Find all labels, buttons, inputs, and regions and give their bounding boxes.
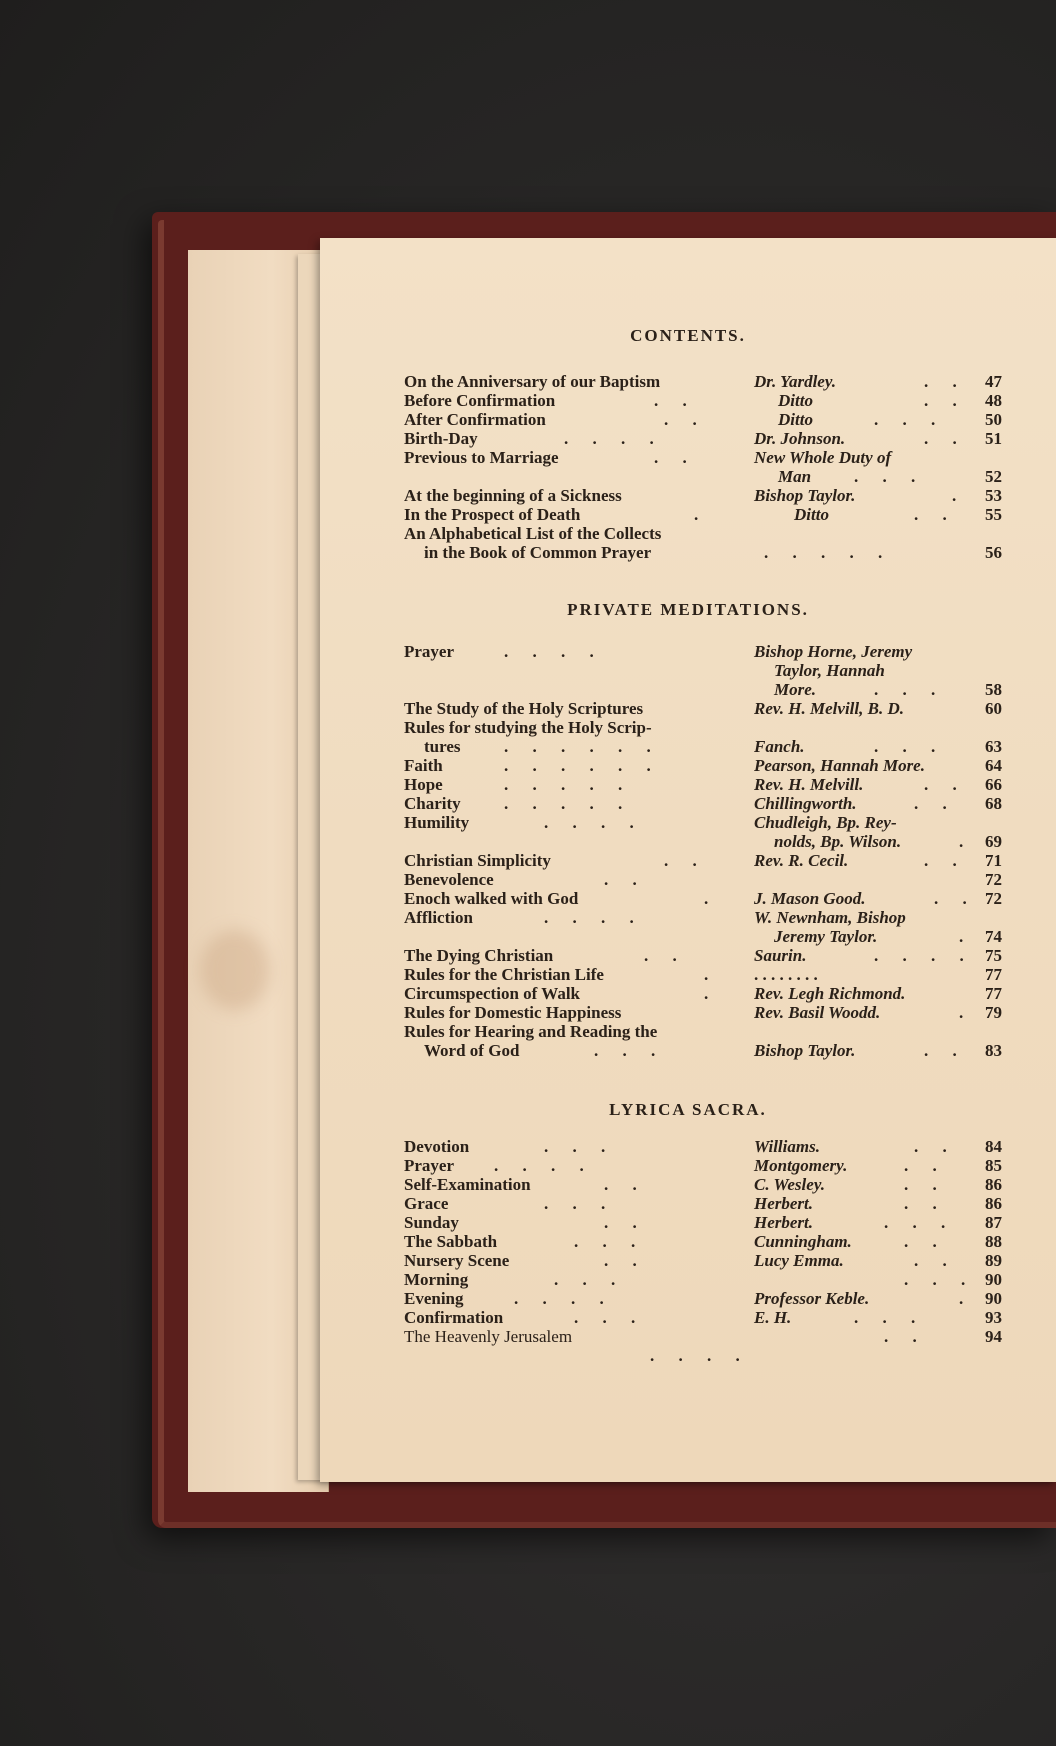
lyrica-row: Nursery Scene . . Lucy Emma. . . 89 [404,1251,1002,1270]
meditations-row: Enoch walked with God . J. Mason Good. . . 72 [404,889,1002,908]
contents-row: After Confirmation . . Ditto . . . 50 [404,410,1002,429]
contents-row: An Alphabetical List of the Collects [404,524,662,543]
meditations-row: Jeremy Taylor. . 74 [774,927,1002,946]
meditations-row: Rules for Hearing and Reading the [404,1022,658,1041]
meditations-row: Circumspection of Walk . Rev. Legh Richmond. 77 [404,984,1002,1003]
lyrica-row: The Heavenly Jerusalem . . 94 [404,1327,1002,1346]
meditations-heading: PRIVATE MEDITATIONS. [567,600,809,619]
meditations-row: Humility . . . . Chudleigh, Bp. Rey- [404,813,897,832]
meditations-row: Rules for studying the Holy Scrip- [404,718,652,737]
lyrica-row: Confirmation . . . E. H. . . . 93 [404,1308,1002,1327]
meditations-row: The Study of the Holy Scriptures Rev. H. Melvill, B. D. 60 [404,699,1002,718]
contents-row: Birth-Day . . . . Dr. Johnson. . . 51 [404,429,1002,448]
lyrica-row: Prayer . . . . Montgomery. . . 85 [404,1156,1002,1175]
lyrica-row: Self-Examination . . C. Wesley. . . 86 [404,1175,1002,1194]
contents-row: At the beginning of a Sickness Bishop Taylor. . 53 [404,486,1002,505]
contents-heading: CONTENTS. [630,326,746,345]
lyrica-row: Sunday . . Herbert. . . . 87 [404,1213,1002,1232]
contents-row: Previous to Marriage . . New Whole Duty of [404,448,892,467]
contents-row: In the Prospect of Death . Ditto . . 55 [404,505,1002,524]
contents-row: Man . . . 52 [778,467,1002,486]
meditations-row: tures . . . . . . Fanch. . . . 63 [424,737,1002,756]
contents-row: Before Confirmation . . Ditto . . 48 [404,391,1002,410]
meditations-row: Charity . . . . . Chillingworth. . . 68 [404,794,1002,813]
lyrica-row: Morning . . . . . . 90 [404,1270,1002,1289]
trailing-dots: . . . . [650,1346,750,1365]
lyrica-heading: LYRICA SACRA. [609,1100,767,1119]
lyrica-row: The Sabbath . . . Cunningham. . . 88 [404,1232,1002,1251]
lyrica-row: Evening . . . . Professor Keble. . 90 [404,1289,1002,1308]
meditations-row: Rules for the Christian Life . . . . . . . . . 77 [404,965,1002,984]
meditations-row: Faith . . . . . . Pearson, Hannah More. 64 [404,756,1002,775]
meditations-row: More. . . . 58 [774,680,1002,699]
lyrica-row: Grace . . . Herbert. . . 86 [404,1194,1002,1213]
meditations-row: Benevolence . . 72 [404,870,1002,889]
meditations-row: Affliction . . . . W. Newnham, Bishop [404,908,906,927]
meditations-row: Hope . . . . . Rev. H. Melvill. . . 66 [404,775,1002,794]
meditations-row: The Dying Christian . . Saurin. . . . . 75 [404,946,1002,965]
meditations-row: Word of God . . . Bishop Taylor. . . 83 [424,1041,1002,1060]
lyrica-row: Devotion . . . Williams. . . 84 [404,1137,1002,1156]
meditations-row: Christian Simplicity . . Rev. R. Cecil. . . 71 [404,851,1002,870]
meditations-row: Taylor, Hannah [774,661,885,680]
meditations-row: Rules for Domestic Happiness Rev. Basil Woodd. . 79 [404,1003,1002,1022]
contents-page [320,238,1056,1482]
meditations-row: nolds, Bp. Wilson. . 69 [774,832,1002,851]
contents-row: On the Anniversary of our Baptism Dr. Yardley. . . 47 [404,372,1002,391]
contents-row: in the Book of Common Prayer . . . . . 56 [424,543,1002,562]
paper-stain [200,930,270,1010]
meditations-row: Prayer . . . . Bishop Horne, Jeremy [404,642,913,661]
